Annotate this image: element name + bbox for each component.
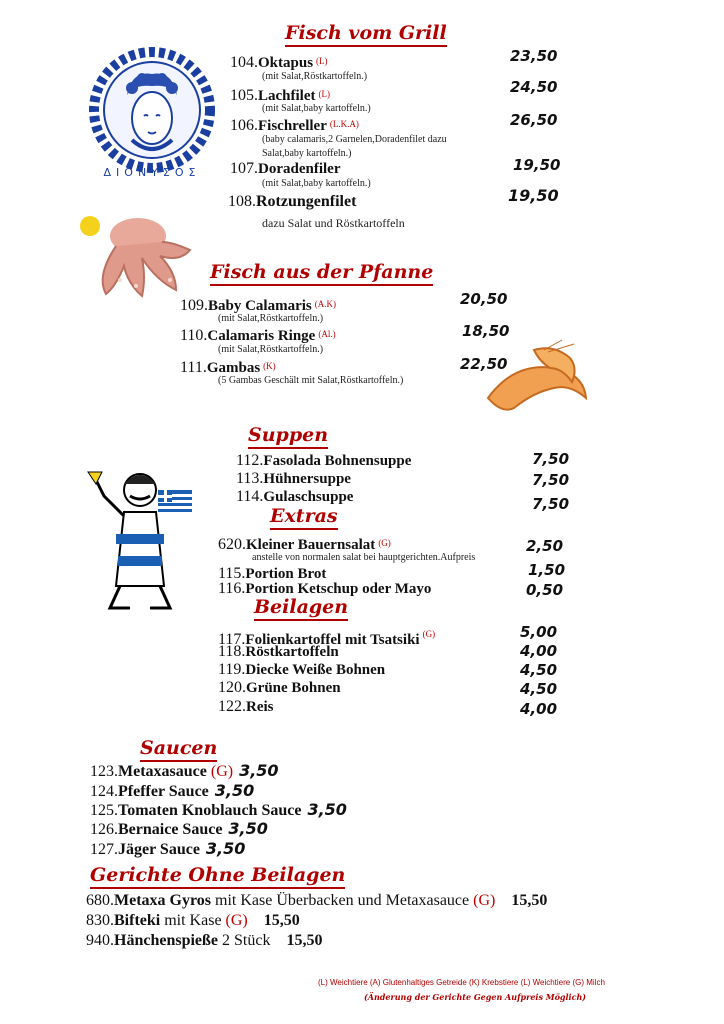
section-heading-fisch-grill: Fisch vom Grill	[285, 22, 447, 47]
item-note: dazu Salat und Röstkartoffeln	[262, 216, 405, 230]
menu-item: 110.Calamaris Ringe $^{(Al.)}$	[180, 327, 336, 344]
section-heading-ohne-beilagen: Gerichte Ohne Beilagen	[90, 864, 345, 889]
greek-flag-icon	[158, 490, 192, 512]
menu-item: 119.Diecke Weiße Bohnen	[218, 661, 386, 678]
item-price: 1,50	[528, 561, 566, 579]
item-price: 7,50	[532, 471, 570, 489]
item-price: 7,50	[532, 450, 570, 468]
menu-item: 111.Gambas $^{(K)}$	[180, 359, 276, 376]
menu-item: 126.Bernaice Sauce 3,50	[90, 819, 268, 838]
menu-item: 112.Fasolada Bohnensuppe	[236, 452, 412, 469]
menu-item: 107.Doradenfiler	[230, 160, 341, 177]
item-price: 26,50	[510, 111, 558, 129]
item-note: (mit Salat,Röstkartoffeln.)	[218, 344, 324, 355]
item-price: 20,50	[460, 290, 508, 308]
item-note: (mit Salat,baby kartoffeln.)	[262, 103, 371, 114]
menu-item: 115.Portion Brot	[218, 565, 327, 582]
item-price: 18,50	[462, 322, 510, 340]
menu-item: 127.Jäger Sauce 3,50	[90, 839, 246, 858]
menu-item: 940.Hänchenspieße 2 Stück 15,50	[86, 932, 323, 949]
item-note: (mit Salat,baby kartoffeln.)	[262, 178, 371, 189]
item-price: 19,50	[508, 186, 559, 205]
menu-item: 125.Tomaten Knoblauch Sauce 3,50	[90, 800, 347, 819]
menu-item: 104.Oktapus $^{(L)}$	[230, 54, 328, 71]
menu-item: 118.Röstkartoffeln	[218, 643, 339, 660]
item-note: anstelle von normalen salat bei hauptgerichten.Aufpreis	[252, 552, 476, 563]
logo-text: ΔΙΟΝΥΣΟΣ	[103, 166, 201, 179]
menu-item: 113.Hühnersuppe	[236, 470, 351, 487]
item-price: 4,50	[520, 661, 558, 679]
allergen-legend: (L) Weichtiere (A) Glutenhaltiges Getreide (K) Krebstiere (L) Weichtiere (G) Milch	[318, 978, 605, 987]
item-price: 4,00	[520, 642, 558, 660]
menu-item: 106.Fischreller $^{(L.K.A)}$	[230, 117, 359, 134]
item-price: 2,50	[526, 537, 564, 555]
shrimp-image	[474, 338, 596, 424]
menu-item: 108.Rotzungenfilet	[228, 193, 357, 210]
price-notice: (Änderung der Gerichte Gegen Aufpreis Möglich)	[364, 992, 587, 1002]
menu-item: 117.Folienkartoffel mit Tsatsiki $^{(G)}$	[218, 629, 436, 648]
item-note: (5 Gambas Geschält mit Salat,Röstkartoffeln.)	[218, 375, 404, 386]
menu-item: 620.Kleiner Bauernsalat $^{(G)}$	[218, 536, 391, 553]
section-heading-saucen: Saucen	[140, 737, 217, 762]
item-note: (baby calamaris,2 Garnelen,Doradenfilet dazu	[262, 134, 447, 145]
item-price: 4,50	[520, 680, 558, 698]
item-price: 0,50	[526, 581, 564, 599]
waiter-illustration	[80, 456, 200, 616]
section-heading-suppen: Suppen	[248, 424, 328, 449]
item-price: 22,50	[460, 355, 508, 373]
item-note: (mit Salat,Röstkartoffeln.)	[262, 71, 368, 82]
item-price: 23,50	[510, 47, 558, 65]
item-price: 4,00	[520, 700, 558, 718]
item-price: 7,50	[532, 495, 570, 513]
item-note: (mit Salat,Röstkartoffeln.)	[218, 313, 324, 324]
menu-item: 124.Pfeffer Sauce 3,50	[90, 781, 255, 800]
section-heading-fisch-pfanne: Fisch aus der Pfanne	[210, 261, 433, 286]
menu-item: 105.Lachfilet $^{(L)}$	[230, 87, 330, 104]
menu-item: 109.Baby Calamaris $^{(A.K)}$	[180, 297, 337, 314]
menu-item: 116.Portion Ketschup oder Mayo	[218, 580, 432, 597]
logo	[72, 40, 232, 190]
menu-item: 830.Bifteki mit Kase (G) 15,50	[86, 912, 300, 929]
item-price: 24,50	[510, 78, 558, 96]
menu-item: 120.Grüne Bohnen	[218, 679, 341, 696]
item-note: Salat,baby kartoffeln.)	[262, 148, 352, 159]
menu-item: 680.Metaxa Gyros mit Kase Überbacken und Metaxasauce (G) 15,50	[86, 892, 548, 909]
section-heading-extras: Extras	[270, 505, 338, 530]
octopus-image	[76, 206, 196, 302]
section-heading-beilagen: Beilagen	[254, 596, 348, 621]
menu-item: 123.Metaxasauce (G) 3,50	[90, 761, 279, 780]
menu-item: 114.Gulaschsuppe	[236, 488, 354, 505]
item-price: 19,50	[513, 156, 561, 174]
item-price: 5,00	[520, 623, 558, 641]
menu-item: 122.Reis	[218, 698, 274, 715]
